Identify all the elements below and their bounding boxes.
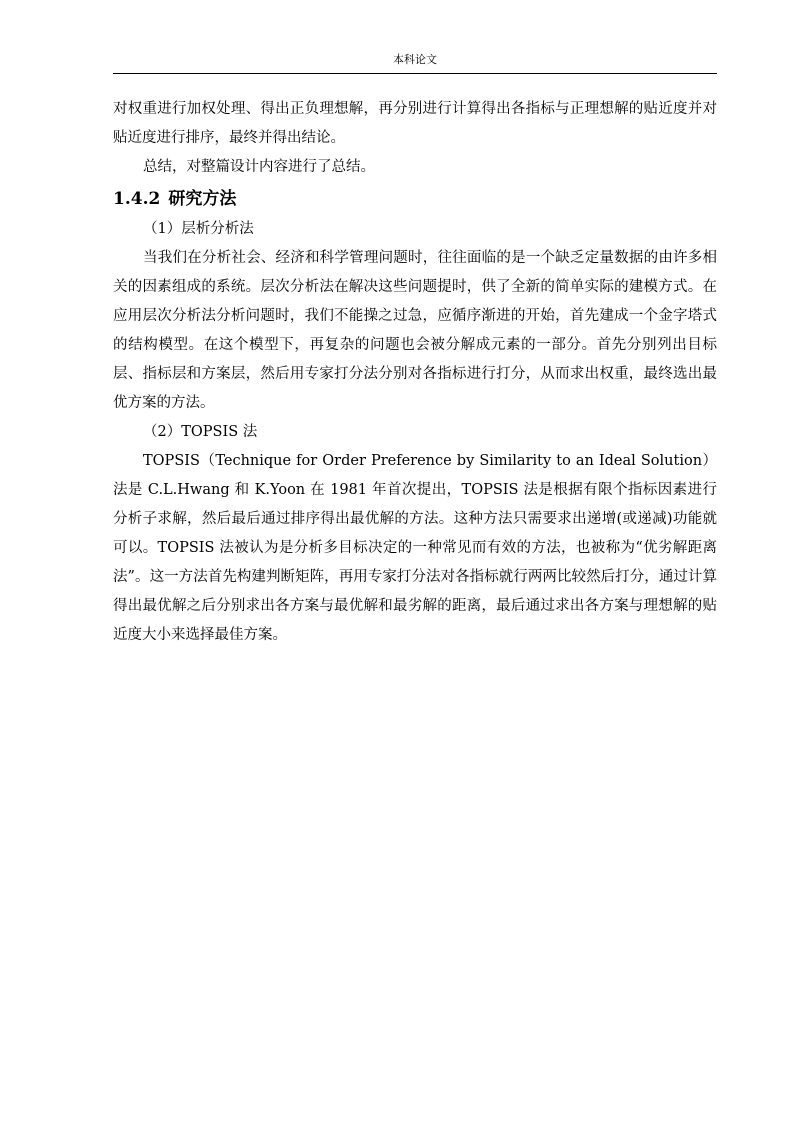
paragraph-weighting: 对权重进行加权处理、得出正负理想解，再分别进行计算得出各指标与正理想解的贴近度并对贴近度进行排序，最终并得出结论。 [113,101,717,146]
section-heading [113,185,717,213]
method-text-ahp: 当我们在分析社会、经济和科学管理问题时，往往面临的是一个缺乏定量数据的由许多相关的因素组成的系统。层次分析法在解决这些问题提时，供了全新的简单实际的建模方式。在应用层次分析法分析问题时，我们不能操之过急，应循序渐进的开始，首先建成一个金字塔式的结构模型。在这个模型下，再复杂的问题也会被分解成元素的一部分。首先分别列出目标层、指标层和方案层，然后用专家打分法分别对各指标进行打分，从而求出权重，最终选出最优方案的方法。 [113,250,717,411]
section-number: 1.4.2 [113,189,161,209]
method-text-topsis: TOPSIS（Technique for Order Preference by Similarity to an Ideal Solution）法是 C.L.Hwang 和 K.Yoon 在 1981 年首次提出，TOPSIS 法是根据有限个指标因素进行分析子求解，然后最后通过排序得出最优解的方法。这种方法只需要求出递增(或递减)功能就可以。TOPSIS 法被认为是分析多目标决定的一种常见而有效的方法，也被称为“优劣解距离法”。这一方法首先构建判断矩阵，再用专家打分法对各指标就行两两比较然后打分，通过计算得出最优解之后分别求出各方案与最优解和最劣解的距离，最后通过求出各方案与理想解的贴近度大小来选择最佳方案。 [113,453,717,643]
page-header: 本科论文 [393,53,437,66]
section-title: 研究方法 [168,189,237,209]
page-body [113,95,717,650]
method-label-ahp: （1）层析分析法 [143,221,254,237]
paragraph-summary: 总结，对整篇设计内容进行了总结。 [143,159,375,175]
header-rule [113,73,717,74]
method-label-topsis: （2）TOPSIS 法 [143,424,258,440]
